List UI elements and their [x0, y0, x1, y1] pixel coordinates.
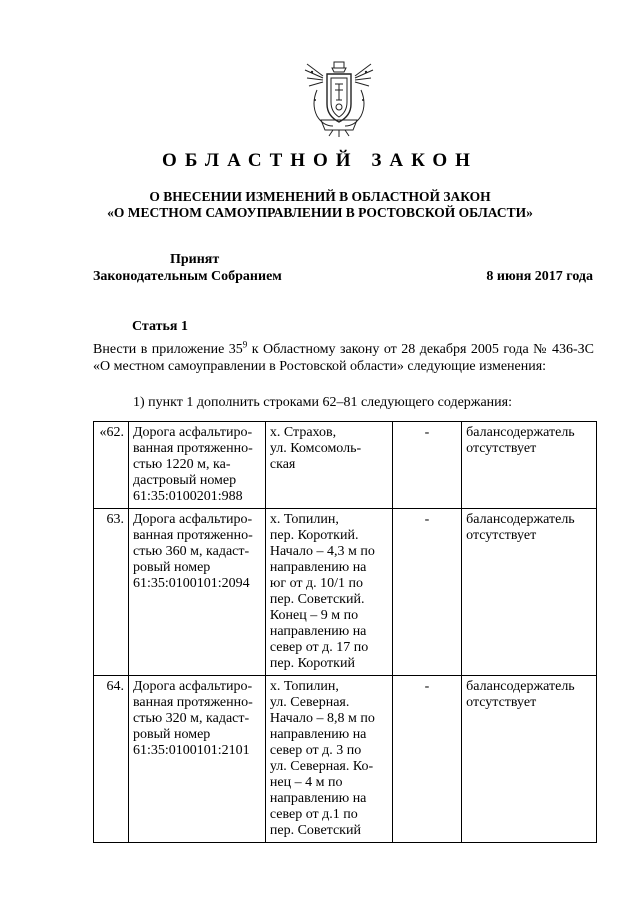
- appendix-superscript: 9: [242, 339, 248, 350]
- cell-object-line: стью 320 м, кадаст-: [132, 711, 250, 726]
- article-intro-part2: к Областному закону от 28 декабря 2005 года № 436-ЗС «О местном самоуправлении в Ростовской области» следующие изменения:: [93, 342, 594, 374]
- cell-object-line: ванная протяженно-: [132, 528, 253, 543]
- location-cell: [265, 509, 392, 676]
- cell-object-line: 61:35:0100101:2094: [132, 576, 250, 591]
- cell-object-line: Дорога асфальтиро-: [132, 425, 253, 440]
- cell-object-line: стью 1220 м, ка-: [132, 457, 231, 472]
- cell-location-line: север от д. 3 по: [269, 743, 362, 758]
- cell-holder-line: балансодержатель: [466, 679, 575, 694]
- object-cell: [128, 509, 265, 676]
- cell-location-line: направлению на: [269, 727, 367, 742]
- article-item-1-text: 1) пункт 1 дополнить строками 62–81 следующего содержания:: [133, 395, 512, 410]
- cell-object-line: дастровый номер: [132, 473, 237, 488]
- cell-object-line: стью 360 м, кадаст-: [132, 544, 250, 559]
- cell-object-line: ровый номер: [132, 560, 211, 575]
- cell-location-line: х. Страхов,: [269, 425, 337, 440]
- table-row: [94, 422, 597, 509]
- document-subtitle-line2: «О МЕСТНОМ САМОУПРАВЛЕНИИ В РОСТОВСКОЙ ОБЛАСТИ»: [107, 205, 533, 220]
- cell-holder-line: балансодержатель: [466, 425, 575, 440]
- cell-holder-line: отсутствует: [466, 695, 537, 710]
- table-row: [94, 676, 597, 843]
- cell-location-line: пер. Советский.: [269, 592, 365, 607]
- adopted-label: Принят: [170, 252, 220, 267]
- holder-cell: [462, 676, 597, 843]
- dash-cell: -: [392, 509, 461, 676]
- cell-location-line: х. Топилин,: [269, 512, 339, 527]
- cell-object-line: Дорога асфальтиро-: [132, 512, 253, 527]
- cell-object-line: 61:35:0100201:988: [132, 489, 243, 504]
- dash-cell: -: [392, 422, 461, 509]
- cell-object-line: 61:35:0100101:2101: [132, 743, 250, 758]
- cell-location-line: пер. Короткий.: [269, 528, 359, 543]
- cell-location-line: нец – 4 м по: [269, 775, 343, 790]
- document-subtitle-line1: О ВНЕСЕНИИ ИЗМЕНЕНИЙ В ОБЛАСТНОЙ ЗАКОН: [149, 189, 491, 204]
- cell-location-line: направлению на: [269, 560, 367, 575]
- cell-holder-line: балансодержатель: [466, 512, 575, 527]
- cell-location-line: Начало – 8,8 м по: [269, 711, 375, 726]
- article-intro-part1: Внести в приложение 35: [93, 342, 243, 357]
- cell-location-line: ул. Северная. Ко-: [269, 759, 374, 774]
- cell-location-line: х. Топилин,: [269, 679, 339, 694]
- coat-of-arms-emblem: [303, 60, 375, 138]
- location-cell: [265, 676, 392, 843]
- location-cell: [265, 422, 392, 509]
- object-cell: [128, 676, 265, 843]
- cell-object-line: Дорога асфальтиро-: [132, 679, 253, 694]
- roads-table: [93, 421, 597, 843]
- cell-holder-line: отсутствует: [466, 441, 537, 456]
- cell-location-line: север от д. 17 по: [269, 640, 369, 655]
- dash-cell: -: [392, 676, 461, 843]
- cell-location-line: юг от д. 10/1 по: [269, 576, 364, 591]
- document-title: ОБЛАСТНОЙ ЗАКОН: [162, 150, 478, 171]
- cell-object-line: ровый номер: [132, 727, 211, 742]
- adopted-by: Законодательным Собранием: [93, 269, 282, 284]
- cell-location-line: север от д.1 по: [269, 807, 358, 822]
- cell-holder-line: отсутствует: [466, 528, 537, 543]
- cell-location-line: пер. Советский: [269, 823, 361, 838]
- cell-location-line: ул. Комсомоль-: [269, 441, 362, 456]
- article-intro-paragraph: [93, 341, 594, 375]
- row-number: 63.: [94, 509, 129, 676]
- row-number: 64.: [94, 676, 129, 843]
- cell-location-line: Начало – 4,3 м по: [269, 544, 375, 559]
- article-item-1: [93, 394, 594, 411]
- cell-location-line: пер. Короткий: [269, 656, 355, 671]
- object-cell: [128, 422, 265, 509]
- cell-object-line: ванная протяженно-: [132, 441, 253, 456]
- cell-location-line: ская: [269, 457, 296, 472]
- adoption-date: 8 июня 2017 года: [486, 269, 593, 284]
- table-row: [94, 509, 597, 676]
- holder-cell: [462, 509, 597, 676]
- article-heading: Статья 1: [132, 319, 188, 334]
- cell-location-line: направлению на: [269, 791, 367, 806]
- cell-location-line: Конец – 9 м по: [269, 608, 359, 623]
- holder-cell: [462, 422, 597, 509]
- cell-object-line: ванная протяженно-: [132, 695, 253, 710]
- row-number: «62.: [94, 422, 129, 509]
- cell-location-line: направлению на: [269, 624, 367, 639]
- cell-location-line: ул. Северная.: [269, 695, 350, 710]
